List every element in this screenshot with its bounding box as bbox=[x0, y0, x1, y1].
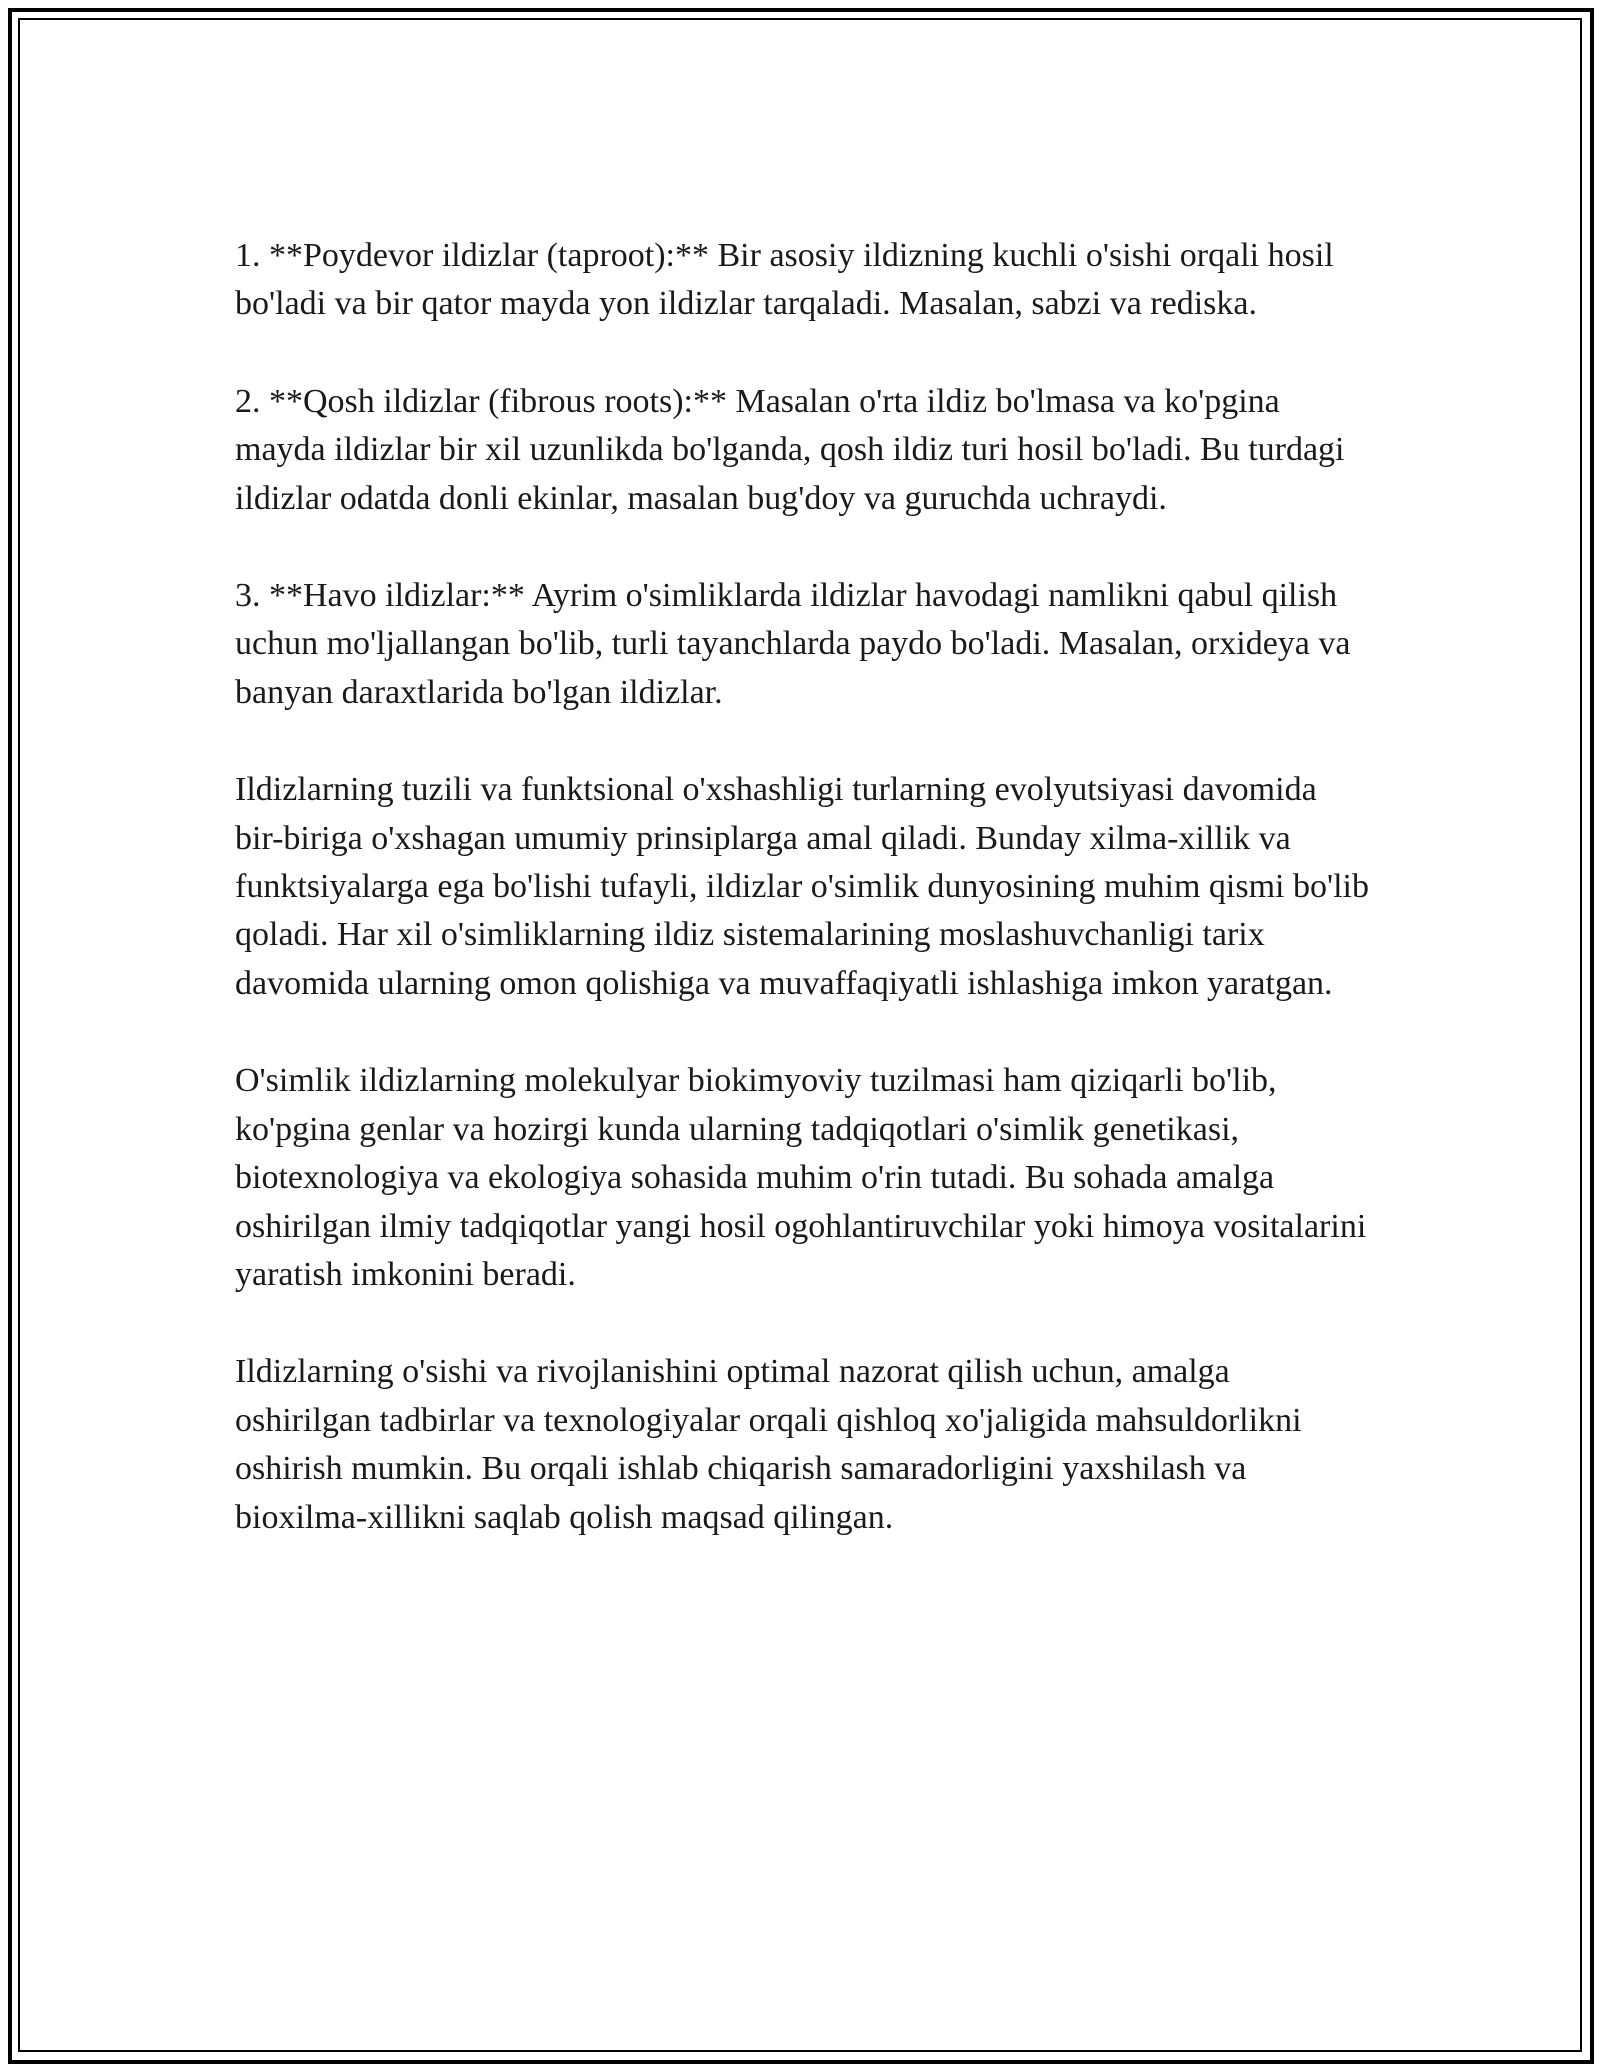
paragraph-root-growth-control: Ildizlarning o'sishi va rivojlanishini optimal nazorat qilish uchun, amalga oshirilgan tadbirlar va texnologiyalar orqali qishloq xo'jaligida mahsuldorlikni oshirish mumkin. Bu orqali ishlab chiqarish samaradorligini yaxshilash va bioxilma-xillikni saqlab qolish maqsad qilingan. bbox=[235, 1353, 1302, 1536]
list-item-fibrous-roots: 2. **Qosh ildizlar (fibrous roots):** Masalan o'rta ildiz bo'lmasa va ko'pgina mayda ildizlar bir xil uzunlikda bo'lganda, qosh ildiz turi hosil bo'ladi. Bu turdagi ildizlar odatda donli ekinlar, masalan bug'doy va guruchda uchraydi. bbox=[235, 382, 1345, 517]
list-item-taproot: 1. **Poydevor ildizlar (taproot):** Bir asosiy ildizning kuchli o'sishi orqali hosil bo'ladi va bir qator mayda yon ildizlar tarqaladi. Masalan, sabzi va rediska. bbox=[235, 237, 1334, 323]
paragraph-root-evolution: Ildizlarning tuzili va funktsional o'xshashligi turlarning evolyutsiyasi davomida bir-biriga o'xshagan umumiy prinsiplarga amal qiladi. Bunday xilma-xillik va funktsiyalarga ega bo'lishi tufayli, ildizlar o'simlik dunyosining muhim qismi bo'lib qoladi. Har xil o'simliklarning ildiz sistemalarining moslashuvchanligi tarix davomida ularning omon qolishiga va muvaffaqiyatli ishlashiga imkon yaratgan. bbox=[235, 771, 1369, 1002]
paragraph-root-biochemistry: O'simlik ildizlarning molekulyar biokimyoviy tuzilmasi ham qiziqarli bo'lib, ko'pgina genlar va hozirgi kunda ularning tadqiqotlari o'simlik genetikasi, biotexnologiya va ekologiya sohasida muhim o'rin tutadi. Bu sohada amalga oshirilgan ilmiy tadqiqotlar yangi hosil ogohlantiruvchilar yoki himoya vositalarini yaratish imkonini beradi. bbox=[235, 1062, 1367, 1293]
document-body bbox=[235, 232, 1370, 1591]
list-item-aerial-roots: 3. **Havo ildizlar:** Ayrim o'simliklarda ildizlar havodagi namlikni qabul qilish uchun mo'ljallangan bo'lib, turli tayanchlarda paydo bo'ladi. Masalan, orxideya va banyan daraxtlarida bo'lgan ildizlar. bbox=[235, 577, 1351, 711]
